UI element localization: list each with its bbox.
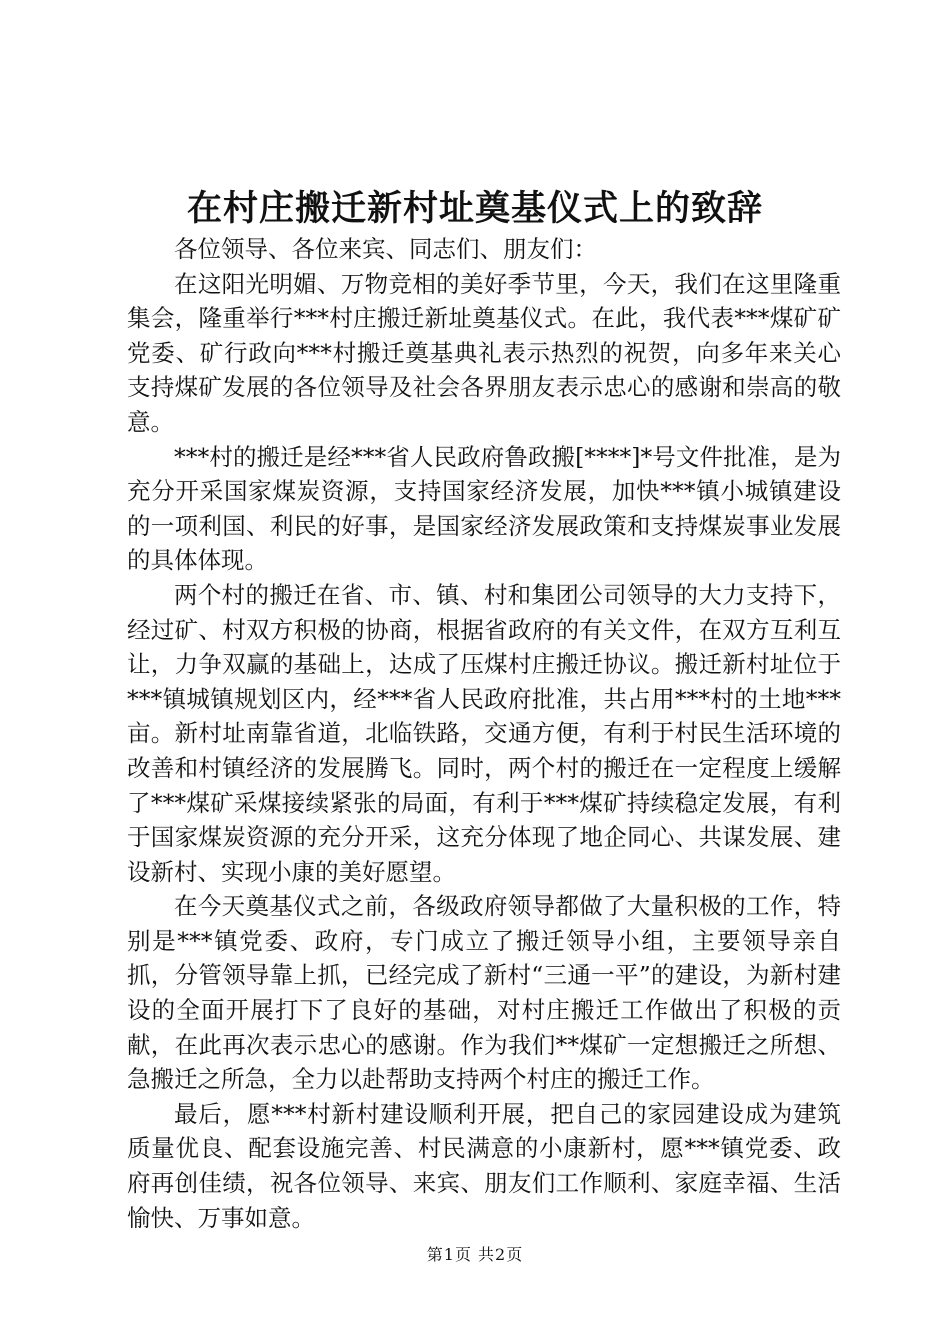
page-number: 第1页 共2页 xyxy=(426,1245,524,1264)
document-body xyxy=(127,232,841,1235)
paragraph-5: 最后，愿***村新村建设顺利开展，把自己的家园建设成为建筑质量优良、配套设施完善、村民满意的小康新村，愿***镇党委、政府再创佳绩，祝各位领导、来宾、朋友们工作顺利、家庭幸福、生活愉快、万事如意。 xyxy=(127,1099,841,1232)
paragraph-2: ***村的搬迁是经***省人民政府鲁政搬[****]*号文件批准，是为充分开采国家煤炭资源，支持国家经济发展，加快***镇小城镇建设的一项利国、利民的好事，是国家经济发展政策和支持煤炭事业发展的具体体现。 xyxy=(127,442,841,575)
paragraph-4: 在今天奠基仪式之前，各级政府领导都做了大量积极的工作，特别是***镇党委、政府，专门成立了搬迁领导小组，主要领导亲自抓，分管领导靠上抓，已经完成了新村“三通一平”的建设，为新村建设的全面开展打下了良好的基础，对村庄搬迁工作做出了积极的贡献，在此再次表示忠心的感谢。作为我们**煤矿一定想搬迁之所想、急搬迁之所急，全力以赴帮助支持两个村庄的搬迁工作。 xyxy=(127,892,841,1094)
paragraph-3: 两个村的搬迁在省、市、镇、村和集团公司领导的大力支持下，经过矿、村双方积极的协商，根据省政府的有关文件，在双方互利互让，力争双赢的基础上，达成了压煤村庄搬迁协议。搬迁新村址位于***镇城镇规划区内，经***省人民政府批准，共占用***村的土地***亩。新村址南靠省道，北临铁路，交通方便，有利于村民生活环境的改善和村镇经济的发展腾飞。同时，两个村的搬迁在一定程度上缓解了***煤矿采煤接续紧张的局面，有利于***煤矿持续稳定发展，有利于国家煤炭资源的充分开采，这充分体现了地企同心、共谋发展、建设新村、实现小康的美好愿望。 xyxy=(127,580,841,886)
document-title: 在村庄搬迁新村址奠基仪式上的致辞 xyxy=(186,188,763,229)
paragraph-1: 在这阳光明媚、万物竞相的美好季节里，今天，我们在这里隆重集会，隆重举行***村庄搬迁新址奠基仪式。在此，我代表***煤矿矿党委、矿行政向***村搬迁奠基典礼表示热烈的祝贺，向多年来关心支持煤矿发展的各位领导及社会各界朋友表示忠心的感谢和崇高的敬意。 xyxy=(127,269,841,436)
salutation: 各位领导、各位来宾、同志们、朋友们： xyxy=(174,235,597,263)
